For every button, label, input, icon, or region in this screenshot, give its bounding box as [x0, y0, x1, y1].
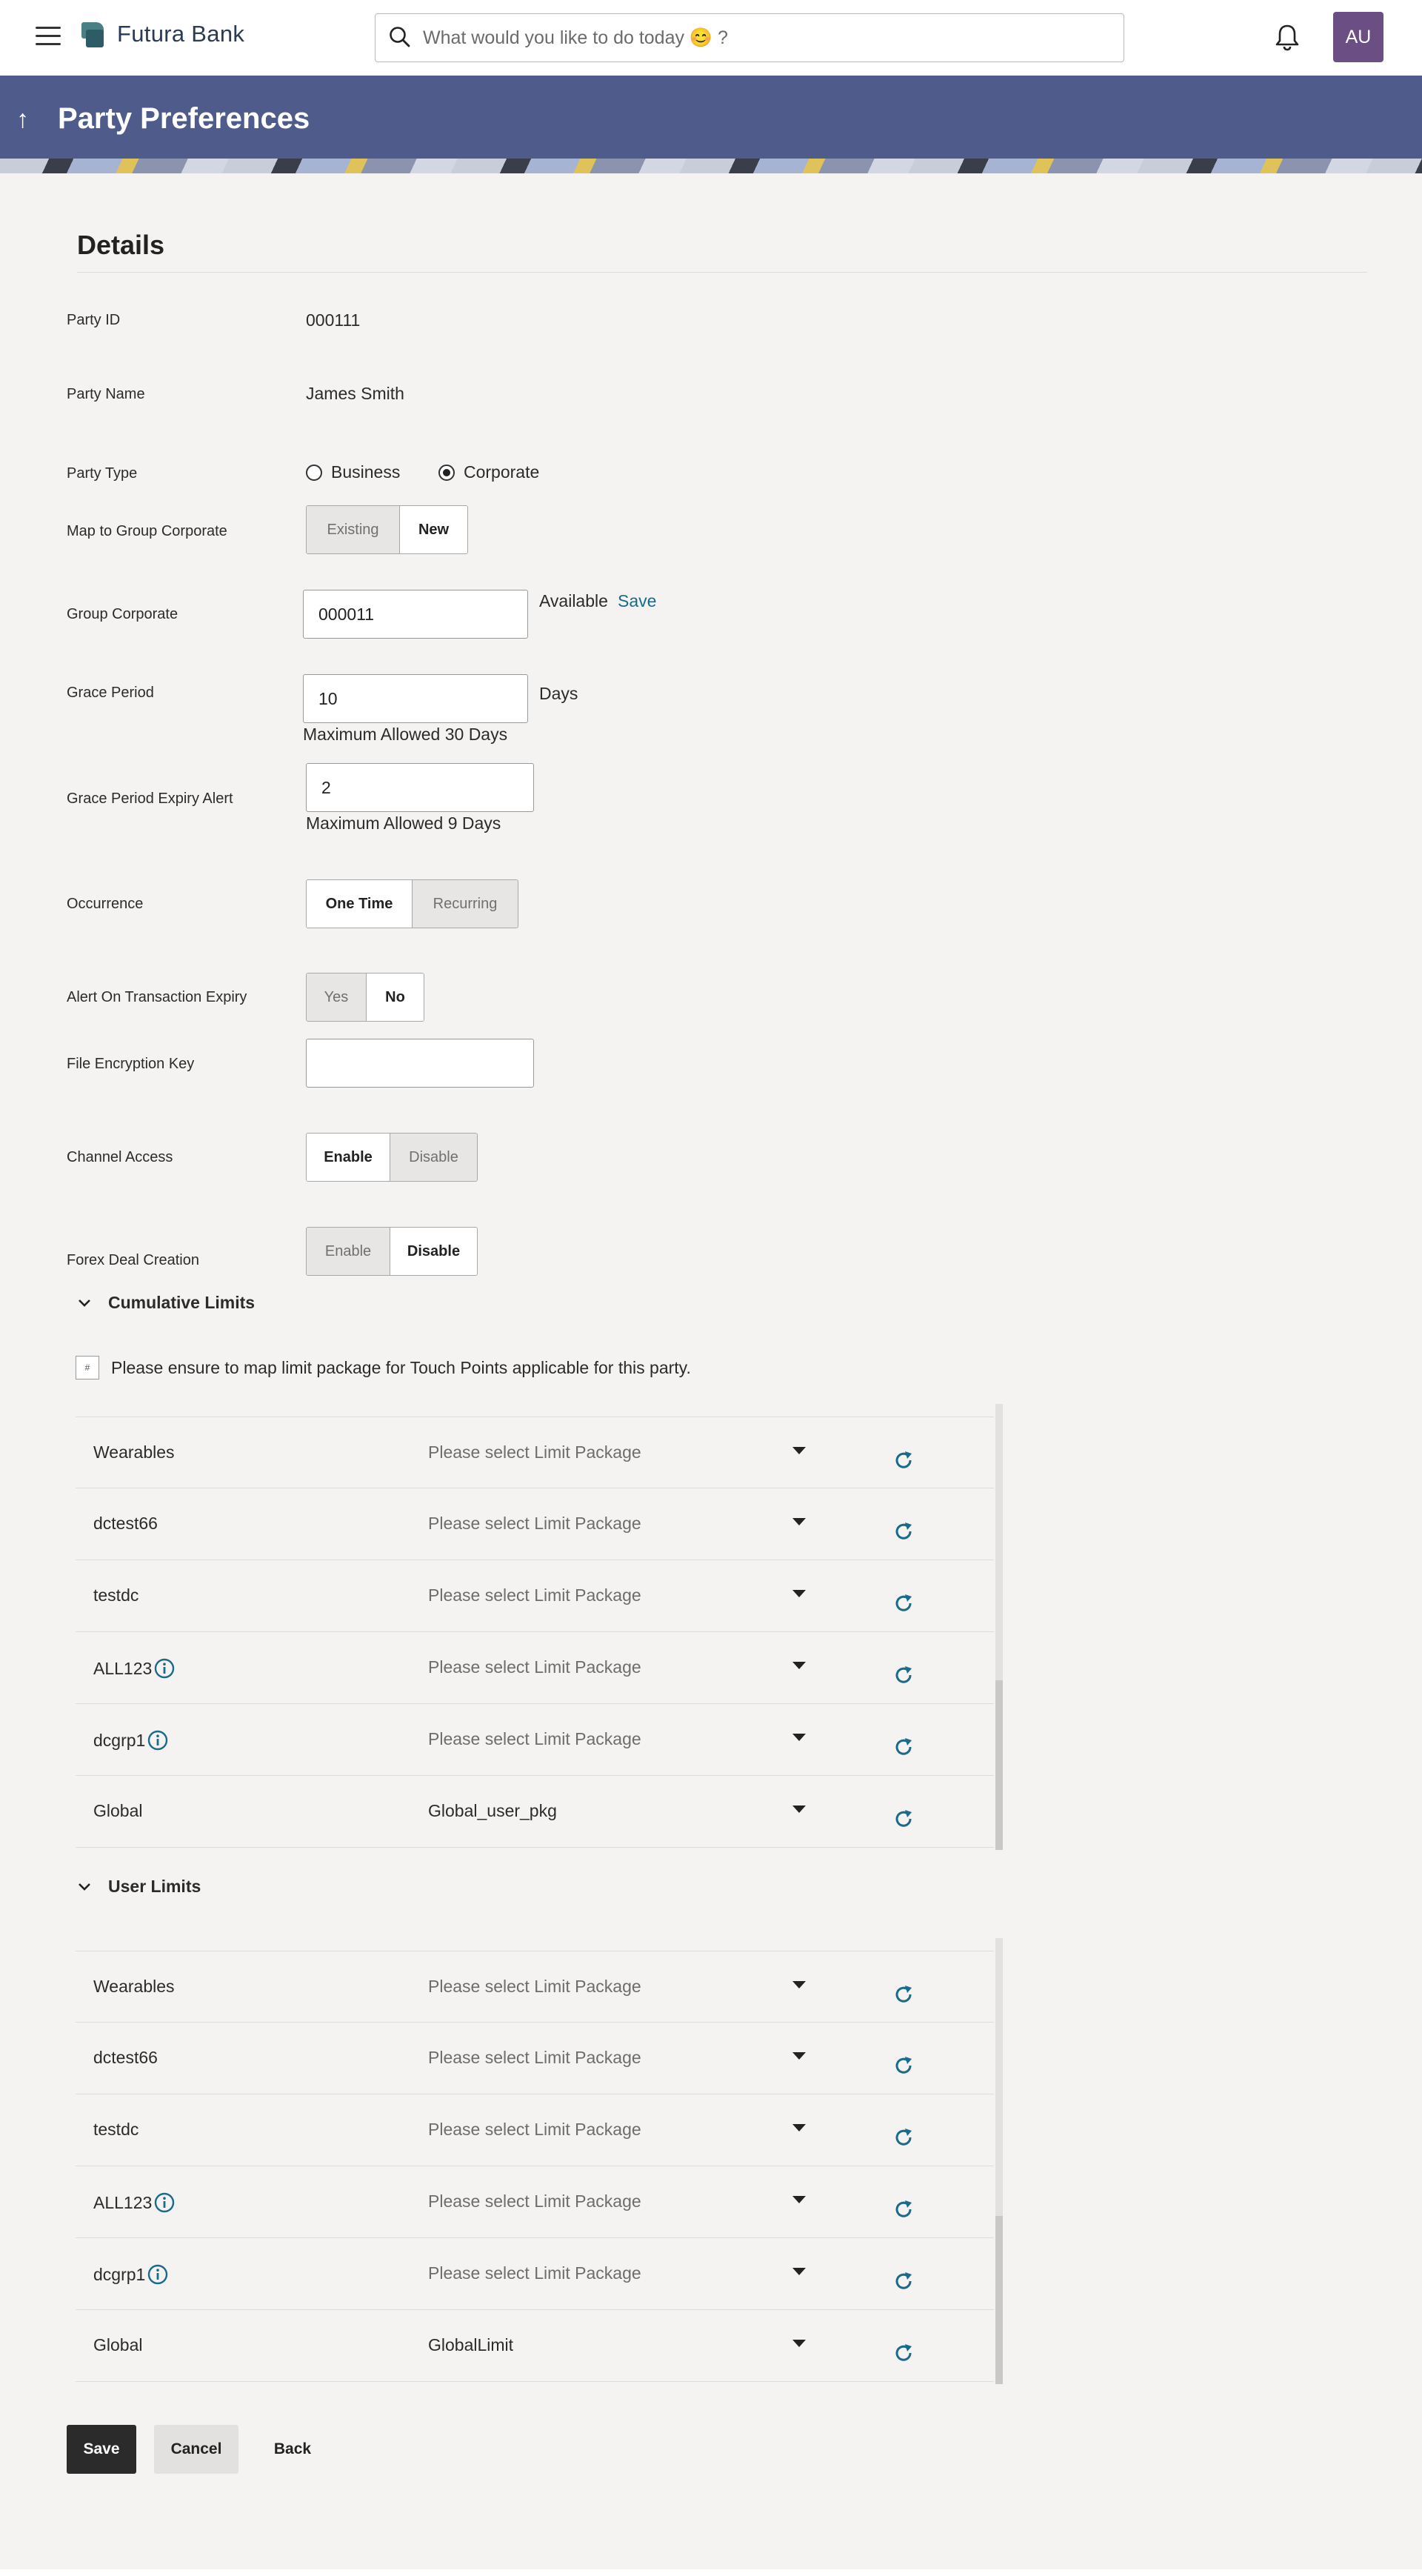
user-limits-title: User Limits [108, 1877, 201, 1896]
channel-access-label: Channel Access [67, 1149, 173, 1165]
limit-row [76, 1488, 994, 1560]
party-name-label: Party Name [67, 386, 145, 402]
menu-icon[interactable] [36, 27, 61, 46]
limit-package-select[interactable]: Please select Limit Package [428, 1442, 641, 1462]
touch-point-label: dcgrp1 [93, 2264, 146, 2284]
dropdown-caret-icon[interactable] [792, 1590, 806, 1597]
info-icon[interactable] [153, 1657, 176, 1680]
refresh-icon[interactable] [892, 2126, 915, 2149]
limit-package-select[interactable]: Please select Limit Package [428, 2048, 641, 2067]
divider [77, 272, 1367, 273]
refresh-icon[interactable] [892, 1807, 915, 1831]
touch-point-name [93, 2191, 176, 2214]
limit-package-note [76, 1356, 691, 1379]
refresh-icon[interactable] [892, 1520, 915, 1543]
refresh-icon[interactable] [892, 1591, 915, 1615]
touch-point-name: testdc [93, 1585, 139, 1605]
user-limits-table [76, 1938, 1001, 2384]
forex-deal-creation-label: Forex Deal Creation [67, 1252, 199, 1268]
refresh-icon[interactable] [892, 2341, 915, 2365]
back-button[interactable]: Back [273, 2440, 312, 2457]
dropdown-caret-icon[interactable] [792, 2340, 806, 2347]
scrollbar-thumb[interactable] [995, 2216, 1003, 2384]
touch-point-name: Wearables [93, 1977, 175, 1996]
touch-point-label: ALL123 [93, 2192, 153, 2212]
dropdown-caret-icon[interactable] [792, 1805, 806, 1813]
radio-label: Business [331, 462, 401, 482]
info-icon[interactable] [147, 1729, 169, 1751]
limit-package-select[interactable]: Please select Limit Package [428, 1514, 641, 1533]
limit-row [76, 1776, 994, 1848]
touch-point-name: testdc [93, 2120, 139, 2139]
dropdown-caret-icon[interactable] [792, 1447, 806, 1454]
party-type-corporate-radio[interactable] [438, 462, 539, 482]
info-icon[interactable] [153, 2191, 176, 2214]
limit-row [76, 1417, 994, 1488]
touch-point-label: dcgrp1 [93, 1730, 146, 1750]
page-title: Party Preferences [58, 102, 310, 135]
limit-row [76, 1632, 994, 1704]
refresh-icon[interactable] [892, 2197, 915, 2221]
limit-package-select[interactable]: Please select Limit Package [428, 2120, 641, 2139]
radio-label: Corporate [464, 462, 540, 482]
group-corporate-input[interactable] [303, 590, 528, 639]
touch-point-name: Wearables [93, 1442, 175, 1462]
group-corporate-status: Available [539, 591, 608, 610]
search-input[interactable] [423, 21, 1104, 54]
group-corporate-label: Group Corporate [67, 606, 178, 622]
details-heading: Details [77, 230, 165, 260]
limit-package-select[interactable]: Please select Limit Package [428, 2191, 641, 2211]
search-icon [387, 24, 413, 50]
search-bar[interactable] [375, 13, 1124, 62]
party-id-label: Party ID [67, 312, 121, 328]
grace-period-unit: Days [539, 684, 578, 703]
dropdown-caret-icon[interactable] [792, 2196, 806, 2203]
radio-circle-selected [438, 465, 455, 481]
file-encryption-key-label: File Encryption Key [67, 1056, 195, 1072]
scrollbar-thumb[interactable] [995, 1680, 1003, 1850]
refresh-icon[interactable] [892, 2269, 915, 2293]
touch-point-name: Global [93, 2335, 143, 2354]
touch-point-name [93, 1729, 169, 1751]
dropdown-caret-icon[interactable] [792, 2124, 806, 2131]
chevron-down-icon [77, 1296, 92, 1311]
limit-package-select[interactable]: GlobalLimit [428, 2335, 514, 2354]
forex-enable-option[interactable]: Enable [307, 1228, 390, 1275]
channel-access-toggle [306, 1133, 478, 1182]
page-header-banner [0, 76, 1422, 173]
touch-point-name: dctest66 [93, 2048, 158, 2067]
touch-point-name: Global [93, 1801, 143, 1820]
refresh-icon[interactable] [892, 1983, 915, 2006]
group-corporate-save-link[interactable]: Save [618, 591, 657, 610]
chevron-down-icon [77, 1880, 92, 1894]
forex-deal-creation-toggle [306, 1227, 478, 1276]
cumulative-limits-title: Cumulative Limits [108, 1293, 256, 1312]
limit-package-select[interactable]: Please select Limit Package [428, 1585, 641, 1605]
user-avatar[interactable]: AU [1333, 12, 1383, 62]
existing-option[interactable]: Existing [307, 506, 399, 553]
brand-name: Futura Bank [117, 21, 245, 47]
map-group-corporate-label: Map to Group Corporate [67, 523, 227, 539]
grace-period-expiry-alert-input[interactable] [306, 763, 534, 812]
limit-row [76, 2023, 994, 2094]
channel-disable-option[interactable]: Disable [390, 1134, 477, 1181]
bank-logo-icon [79, 19, 108, 49]
refresh-icon[interactable] [892, 1663, 915, 1687]
cancel-button[interactable]: Cancel [154, 2425, 238, 2474]
notification-bell-icon[interactable] [1274, 22, 1301, 52]
limit-row [76, 2310, 994, 2382]
cumulative-limits-table [76, 1404, 1001, 1850]
grace-period-label: Grace Period [67, 685, 154, 701]
radio-circle [306, 465, 322, 481]
dropdown-caret-icon[interactable] [792, 1981, 806, 1988]
yes-option[interactable]: Yes [307, 974, 366, 1021]
back-arrow-icon[interactable]: ↑ [16, 105, 29, 133]
occurrence-toggle [306, 879, 518, 928]
dropdown-caret-icon[interactable] [792, 1518, 806, 1525]
page-footer [0, 2569, 1422, 2576]
cumulative-limits-toggle[interactable] [77, 1293, 255, 1313]
refresh-icon[interactable] [892, 1448, 915, 1472]
dropdown-caret-icon[interactable] [792, 1662, 806, 1669]
brand-logo[interactable] [79, 19, 244, 49]
touch-point-name: dctest66 [93, 1514, 158, 1533]
touch-point-name [93, 2263, 169, 2286]
note-text: Please ensure to map limit package for Touch Points applicable for this party. [111, 1357, 691, 1377]
grace-period-hint: Maximum Allowed 30 Days [303, 725, 508, 744]
forex-disable-option[interactable]: Disable [390, 1228, 477, 1275]
touch-point-label: ALL123 [93, 1658, 153, 1678]
one-time-option[interactable]: One Time [307, 880, 412, 928]
top-bar [0, 0, 1422, 76]
touch-point-name [93, 1657, 176, 1680]
dropdown-caret-icon[interactable] [792, 2052, 806, 2060]
party-type-label: Party Type [67, 465, 138, 482]
grace-period-expiry-alert-label: Grace Period Expiry Alert [67, 791, 233, 807]
limit-package-select[interactable]: Please select Limit Package [428, 1657, 641, 1677]
dropdown-caret-icon[interactable] [792, 1734, 806, 1741]
alert-on-transaction-expiry-toggle [306, 973, 424, 1022]
no-option[interactable]: No [366, 974, 424, 1021]
limit-package-select[interactable]: Please select Limit Package [428, 1977, 641, 1996]
file-encryption-key-input[interactable] [306, 1039, 534, 1088]
limit-package-select[interactable]: Please select Limit Package [428, 2263, 641, 2283]
map-group-corporate-toggle [306, 505, 468, 554]
dropdown-caret-icon[interactable] [792, 2268, 806, 2275]
grace-period-input[interactable] [303, 674, 528, 723]
grace-period-expiry-alert-hint: Maximum Allowed 9 Days [306, 813, 501, 833]
limit-package-select[interactable]: Global_user_pkg [428, 1801, 557, 1820]
banner-decoration [0, 159, 1422, 173]
limit-row [76, 1951, 994, 2023]
party-name-value: James Smith [306, 384, 404, 403]
party-id-value: 000111 [306, 310, 361, 330]
save-button[interactable]: Save [67, 2425, 136, 2474]
limit-row [76, 2094, 994, 2166]
party-type-business-radio[interactable] [306, 462, 400, 482]
limit-row [76, 2238, 994, 2310]
limit-row [76, 2166, 994, 2238]
info-icon[interactable] [147, 2263, 169, 2286]
refresh-icon[interactable] [892, 1735, 915, 1759]
new-option[interactable]: New [399, 506, 467, 553]
channel-enable-option[interactable]: Enable [307, 1134, 390, 1181]
note-icon: # [76, 1356, 99, 1379]
limit-row [76, 1704, 994, 1776]
alert-on-transaction-expiry-label: Alert On Transaction Expiry [67, 989, 247, 1005]
user-limits-toggle[interactable] [77, 1877, 201, 1897]
limit-row [76, 1560, 994, 1632]
recurring-option[interactable]: Recurring [412, 880, 518, 928]
occurrence-label: Occurrence [67, 896, 144, 912]
limit-package-select[interactable]: Please select Limit Package [428, 1729, 641, 1748]
refresh-icon[interactable] [892, 2054, 915, 2077]
